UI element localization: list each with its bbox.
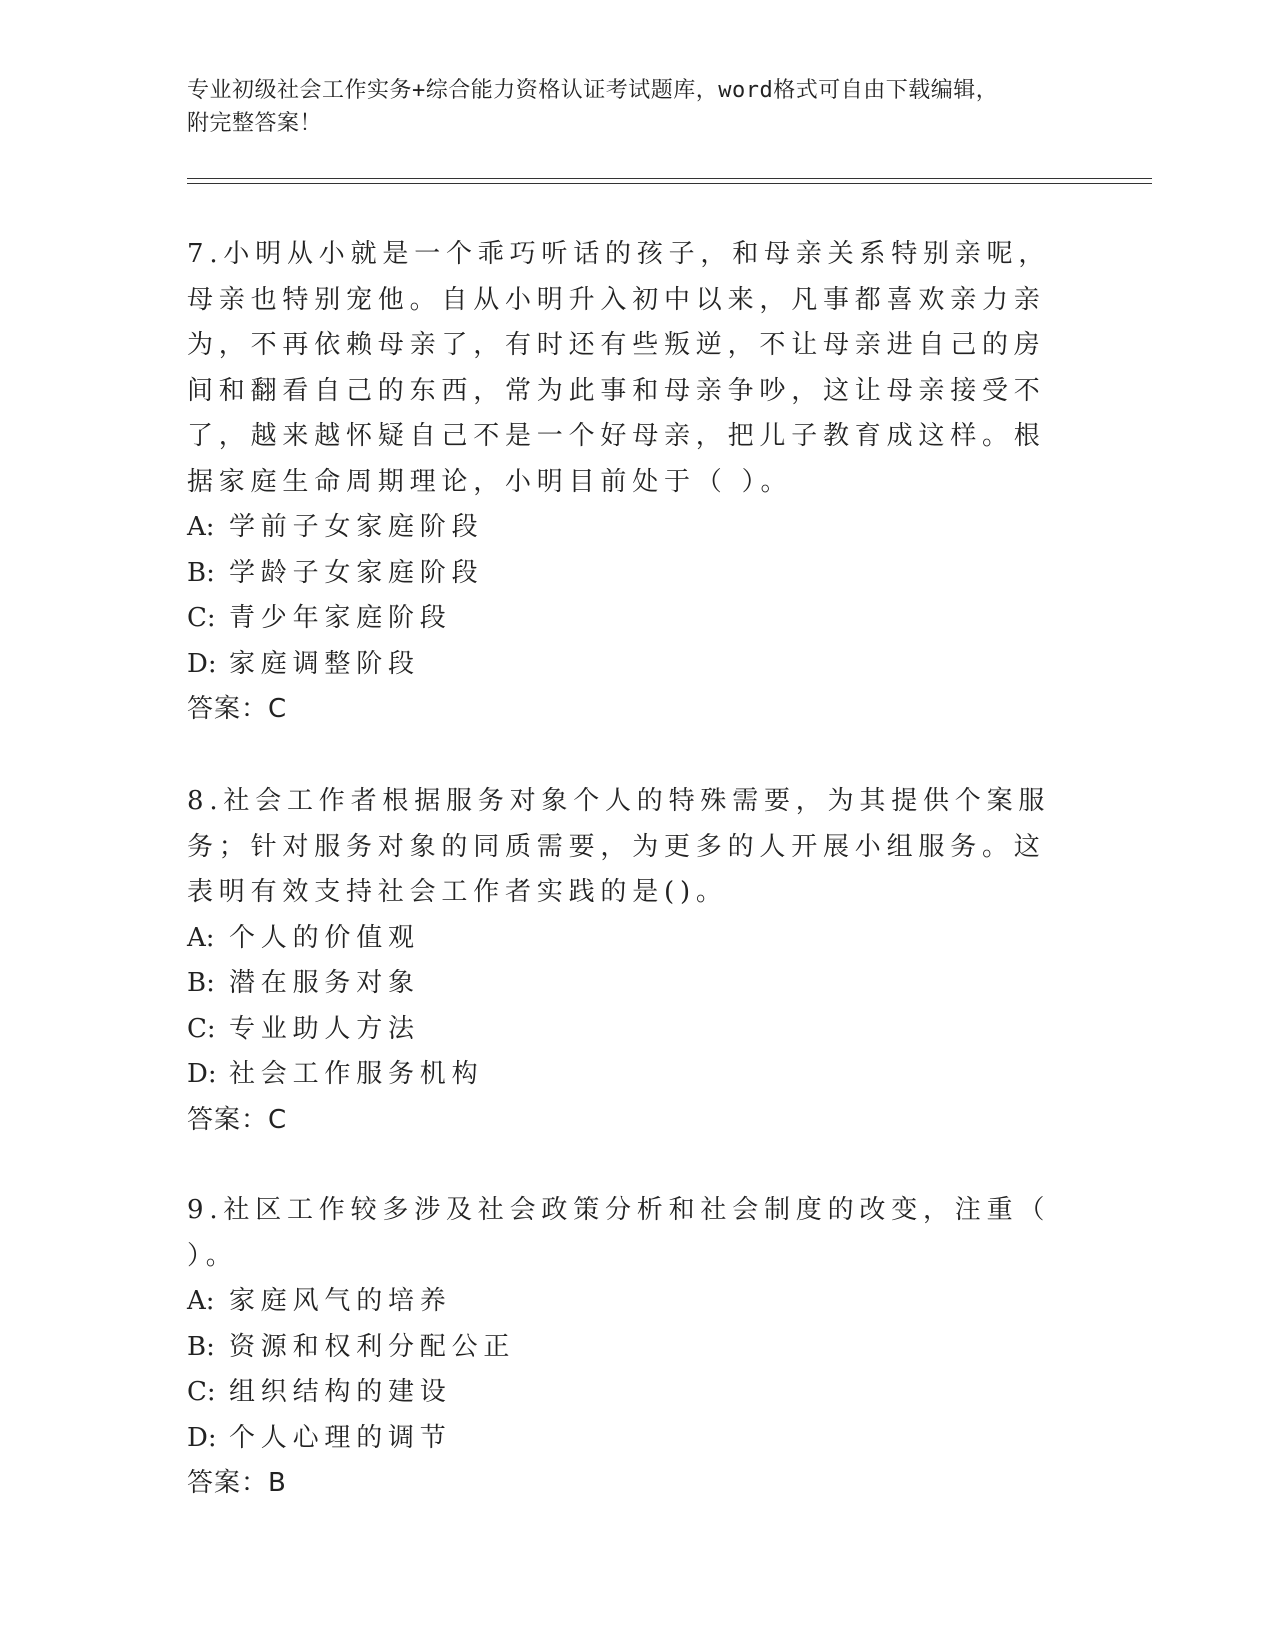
header-line-2: 附完整答案！ [187,111,323,136]
option-key: C: [187,1377,216,1407]
option-text: 潜在服务对象 [229,968,420,998]
option-text: 学前子女家庭阶段 [229,512,484,542]
answer-line: 答案：C [187,1104,288,1135]
question-block [187,232,1067,733]
question-text: 7.小明从小就是一个乖巧听话的孩子，和母亲关系特别亲呢，母亲也特别宠他。自从小明升入初中以来，凡事都喜欢亲力亲为，不再依赖母亲了，有时还有些叛逆，不让母亲进自己的房间和翻看自己的东西，常为此事和母亲争吵，这让母亲接受不了，越来越怀疑自己不是一个好母亲，把儿子教育成这样。根据家庭生命周期理论，小明目前处于（ ）。 [187,239,1051,497]
option-text: 专业助人方法 [229,1013,420,1044]
option-a [187,505,1067,551]
option-text: 资源和权利分配公正 [229,1331,516,1362]
option-a [187,1279,1067,1325]
option-key: C: [187,603,216,633]
option-key: B: [187,968,215,998]
option-d [187,1052,1067,1098]
option-key: A: [187,1286,215,1316]
option-key: D: [187,1059,217,1089]
option-c [187,596,1067,642]
option-key: B: [187,557,215,588]
option-c [187,1007,1067,1053]
answer-line: 答案：B [187,1468,287,1498]
option-b [187,1325,1067,1371]
option-text: 个人心理的调节 [229,1422,452,1453]
option-text: 组织结构的建设 [229,1377,452,1407]
header-line-1: 专业初级社会工作实务+综合能力资格认证考试题库，word格式可自由下载编辑， [187,78,999,103]
option-text: 家庭调整阶段 [229,648,420,679]
option-d [187,642,1067,688]
option-text: 个人的价值观 [229,922,420,953]
option-c [187,1370,1067,1416]
option-b [187,961,1067,1007]
question-block [187,779,1067,1143]
option-key: C: [187,1013,216,1044]
option-a [187,916,1067,962]
option-key: D: [187,1422,217,1453]
option-key: A: [187,512,215,542]
option-text: 家庭风气的培养 [229,1286,452,1316]
header-divider-top [187,178,1152,179]
option-key: A: [187,922,215,953]
question-block [187,1188,1067,1507]
option-key: D: [187,648,217,679]
answer-line: 答案：C [187,694,288,724]
option-d [187,1416,1067,1462]
header-divider-bottom [187,183,1152,184]
document-header [187,74,1087,140]
option-text: 社会工作服务机构 [229,1059,484,1089]
option-b [187,551,1067,597]
question-text: 8.社会工作者根据服务对象个人的特殊需要，为其提供个案服务；针对服务对象的同质需要，为更多的人开展小组服务。这表明有效支持社会工作者实践的是()。 [187,786,1051,907]
option-text: 青少年家庭阶段 [229,603,452,633]
option-text: 学龄子女家庭阶段 [229,557,484,588]
option-key: B: [187,1331,215,1362]
question-text: 9.社区工作较多涉及社会政策分析和社会制度的改变，注重（ ）。 [187,1195,1051,1271]
